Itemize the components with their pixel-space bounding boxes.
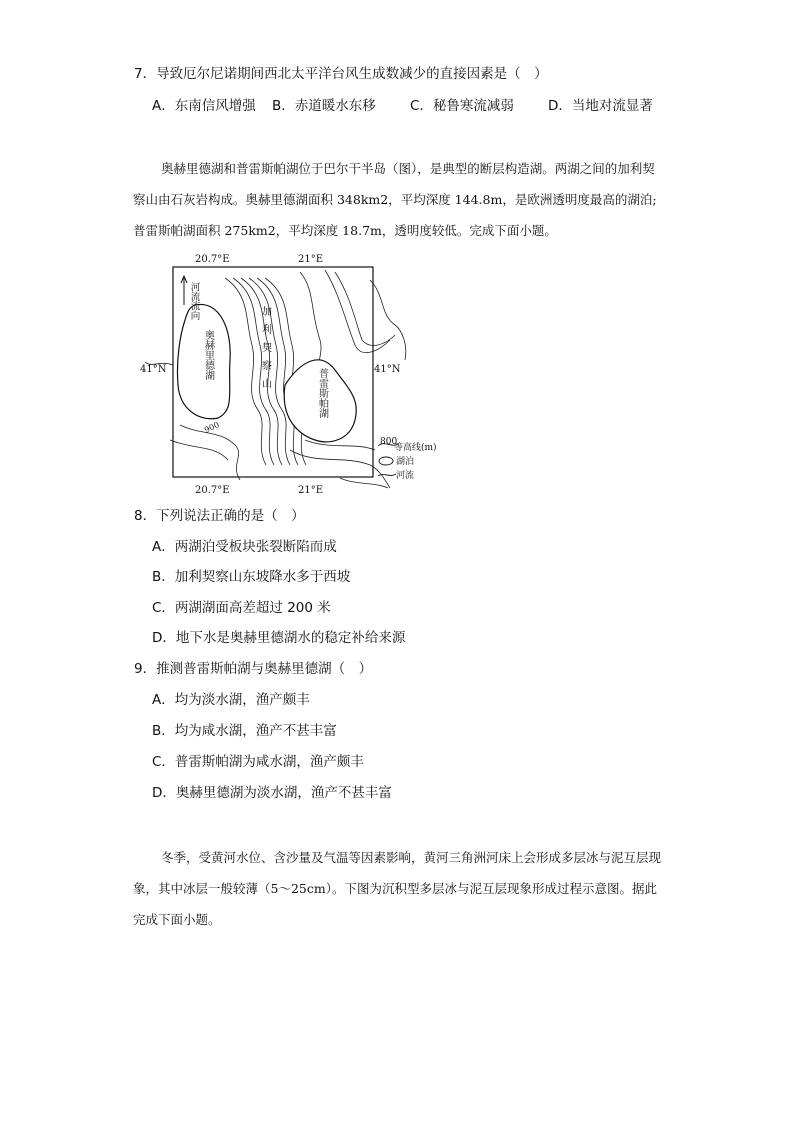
question-7-stem: 7．导致厄尔尼诺期间西北太平洋台风生成数减少的直接因素是（ ） [134,66,548,82]
map-contour-900: 900 [203,420,221,435]
q7-option-d: D．当地对流显著 [548,98,653,114]
map-lon-left-bottom: 20.7°E [195,485,230,496]
map-lat-right: 41°N [374,364,401,375]
map-lon-right-bottom: 21°E [298,485,324,496]
question-9-stem: 9．推测普雷斯帕湖与奥赫里德湖（ ） [134,661,373,677]
map-legend-lake: 湖泊 [396,457,415,467]
lakes-contour-map [140,250,437,496]
q7-option-c: C．秘鲁寒流减弱 [410,98,514,114]
map-lake-prespa: 普雷斯帕湖 [316,368,328,418]
map-lon-right-top: 21°E [298,254,324,265]
q8-option-c: C．两湖湖面高差超过 200 米 [152,600,331,616]
q7-option-a: A．东南信风增强 [152,98,256,114]
map-lat-left: 41°N [140,364,167,375]
legend-lake-symbol [379,457,393,465]
q8-option-d: D．地下水是奥赫里德湖水的稳定补给来源 [152,630,406,646]
q8-option-b: B．加利契察山东坡降水多于西坡 [152,569,351,585]
map-lake-ohrid: 奥赫里德湖 [202,330,214,380]
q9-option-b: B．均为咸水湖，渔产不甚丰富 [152,723,337,739]
map-mountain: 加利契察山 [259,306,271,396]
q9-option-d: D．奥赫里德湖为淡水湖，渔产不甚丰富 [152,785,392,801]
map-legend-river: 河流 [396,471,415,481]
map-legend-contour-value: 800 [380,437,398,447]
map-legend-contour: 等高线(m) [394,443,437,453]
question-8-stem: 8．下列说法正确的是（ ） [134,508,305,524]
q9-option-c: C．普雷斯帕湖为咸水湖，渔产颇丰 [152,754,364,770]
passage-lakes: 奥赫里德湖和普雷斯帕湖位于巴尔干半岛（图），是典型的断层构造湖。两湖之间的加利契察山由石灰岩构成。奥赫里德湖面积 348km2，平均深度 144.8m，是欧洲透明度最高的湖泊;普雷斯帕湖面积 275km2，平均深度 18.7m，透明度较低。完成下面小题。 [133,161,657,238]
q8-option-a: A．两湖泊受板块张裂断陷而成 [152,539,337,555]
map-lon-left-top: 20.7°E [195,254,230,265]
passage-yellow-river: 冬季，受黄河水位、含沙量及气温等因素影响，黄河三角洲河床上会形成多层冰与泥互层现象，其中冰层一般较薄（5～25cm）。下图为沉积型多层冰与泥互层现象形成过程示意图。据此完成下面小题。 [133,850,662,927]
q9-option-a: A．均为淡水湖，渔产颇丰 [152,692,310,708]
map-river-flow-label: 河流流向 [188,282,200,320]
q7-option-b: B．赤道暖水东移 [272,98,376,114]
